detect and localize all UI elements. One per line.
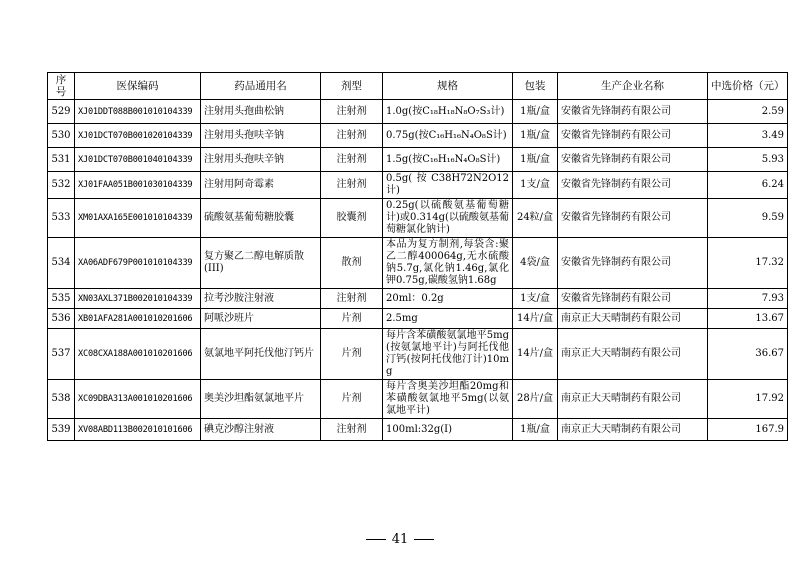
cell-name: 注射用头孢呋辛钠 xyxy=(201,124,321,148)
cell-form: 注射剂 xyxy=(321,419,383,441)
cell-spec: 本品为复方制剂,每袋含:聚乙二醇400064g,无水硫酸钠5.7g,氯化钠1.46g,氯化钾0.75g,碳酸氢钠1.68g xyxy=(383,238,513,289)
cell-form: 注射剂 xyxy=(321,289,383,309)
cell-no: 532 xyxy=(48,172,75,199)
table-header-row xyxy=(48,73,788,100)
cell-no: 534 xyxy=(48,238,75,289)
table-row xyxy=(48,199,788,238)
cell-code: XJ01FAA051B001030104339 xyxy=(75,172,201,199)
footer-dash-right xyxy=(414,539,434,540)
table-row xyxy=(48,172,788,199)
table-row xyxy=(48,238,788,289)
cell-spec: 1.0g(按C₁₈H₁₈N₈O₇S₃计) xyxy=(383,100,513,124)
table-body xyxy=(48,100,788,441)
cell-no: 533 xyxy=(48,199,75,238)
cell-no: 537 xyxy=(48,329,75,380)
cell-spec: 100ml:32g(Ⅰ) xyxy=(383,419,513,441)
cell-pack: 4袋/盒 xyxy=(513,238,558,289)
table-row xyxy=(48,309,788,329)
cell-price: 17.92 xyxy=(708,380,788,419)
cell-price: 167.9 xyxy=(708,419,788,441)
header-no: 序号 xyxy=(48,73,75,100)
header-code: 医保编码 xyxy=(75,73,201,100)
header-price: 中选价格（元） xyxy=(708,73,788,100)
cell-form: 片剂 xyxy=(321,309,383,329)
cell-pack: 1瓶/盒 xyxy=(513,148,558,172)
cell-form: 注射剂 xyxy=(321,148,383,172)
cell-no: 531 xyxy=(48,148,75,172)
cell-form: 注射剂 xyxy=(321,124,383,148)
cell-code: XJ01DCT070B001040104339 xyxy=(75,148,201,172)
page-footer xyxy=(0,532,800,547)
cell-spec: 每片含奥美沙坦酯20mg和苯磺酸氨氯地平5mg(以氨氯地平计) xyxy=(383,380,513,419)
table-row xyxy=(48,100,788,124)
cell-price: 5.93 xyxy=(708,148,788,172)
cell-price: 17.32 xyxy=(708,238,788,289)
table-row xyxy=(48,124,788,148)
cell-no: 530 xyxy=(48,124,75,148)
cell-name: 注射用头孢呋辛钠 xyxy=(201,148,321,172)
cell-code: XM01AXA165E001010104339 xyxy=(75,199,201,238)
cell-spec: 每片含苯磺酸氨氯地平5mg(按氨氯地平计)与阿托伐他汀钙(按阿托伐他汀计)10mg xyxy=(383,329,513,380)
cell-pack: 1瓶/盒 xyxy=(513,100,558,124)
cell-maker: 安徽省先锋制药有限公司 xyxy=(558,172,708,199)
cell-code: XA06ADF679P001010104339 xyxy=(75,238,201,289)
cell-form: 散剂 xyxy=(321,238,383,289)
cell-spec: 20ml：0.2g xyxy=(383,289,513,309)
cell-name: 奥美沙坦酯氨氯地平片 xyxy=(201,380,321,419)
cell-name: 阿哌沙班片 xyxy=(201,309,321,329)
cell-pack: 1瓶/盒 xyxy=(513,419,558,441)
cell-price: 3.49 xyxy=(708,124,788,148)
cell-name: 注射用阿奇霉素 xyxy=(201,172,321,199)
table-row xyxy=(48,329,788,380)
cell-price: 7.93 xyxy=(708,289,788,309)
header-name: 药品通用名 xyxy=(201,73,321,100)
header-maker: 生产企业名称 xyxy=(558,73,708,100)
header-spec: 规格 xyxy=(383,73,513,100)
table-row xyxy=(48,419,788,441)
cell-code: XJ01DDT088B001010104339 xyxy=(75,100,201,124)
cell-maker: 安徽省先锋制药有限公司 xyxy=(558,238,708,289)
cell-maker: 南京正大天晴制药有限公司 xyxy=(558,419,708,441)
cell-pack: 1支/盒 xyxy=(513,289,558,309)
cell-price: 36.67 xyxy=(708,329,788,380)
table-row xyxy=(48,148,788,172)
table-row xyxy=(48,289,788,309)
cell-name: 拉考沙胺注射液 xyxy=(201,289,321,309)
cell-form: 片剂 xyxy=(321,329,383,380)
cell-spec: 0.5g(按C38H72N2O12计) xyxy=(383,172,513,199)
cell-maker: 安徽省先锋制药有限公司 xyxy=(558,148,708,172)
cell-code: XB01AFA281A001010201606 xyxy=(75,309,201,329)
cell-name: 碘克沙醇注射液 xyxy=(201,419,321,441)
drug-price-table xyxy=(47,72,788,441)
cell-no: 539 xyxy=(48,419,75,441)
cell-form: 注射剂 xyxy=(321,100,383,124)
cell-code: XV08ABD113B002010101606 xyxy=(75,419,201,441)
cell-pack: 24粒/盒 xyxy=(513,199,558,238)
header-pack: 包装 xyxy=(513,73,558,100)
header-form: 剂型 xyxy=(321,73,383,100)
cell-maker: 南京正大天晴制药有限公司 xyxy=(558,380,708,419)
cell-pack: 28片/盒 xyxy=(513,380,558,419)
cell-no: 538 xyxy=(48,380,75,419)
cell-code: XC08CXA188A001010201606 xyxy=(75,329,201,380)
cell-price: 13.67 xyxy=(708,309,788,329)
cell-maker: 安徽省先锋制药有限公司 xyxy=(558,289,708,309)
cell-maker: 南京正大天晴制药有限公司 xyxy=(558,309,708,329)
cell-code: XC09DBA313A001010201606 xyxy=(75,380,201,419)
table-row xyxy=(48,380,788,419)
cell-no: 529 xyxy=(48,100,75,124)
cell-name: 氨氯地平阿托伐他汀钙片 xyxy=(201,329,321,380)
cell-name: 注射用头孢曲松钠 xyxy=(201,100,321,124)
cell-form: 片剂 xyxy=(321,380,383,419)
cell-pack: 1瓶/盒 xyxy=(513,124,558,148)
footer-dash-left xyxy=(366,539,386,540)
drug-table-sheet xyxy=(47,72,788,441)
cell-spec: 0.25g(以硫酸氨基葡萄糖计)或0.314g(以硫酸氨基葡萄糖氯化钠计) xyxy=(383,199,513,238)
cell-spec: 1.5g(按C₁₆H₁₆N₄O₈S计) xyxy=(383,148,513,172)
cell-pack: 1支/盒 xyxy=(513,172,558,199)
cell-form: 胶囊剂 xyxy=(321,199,383,238)
cell-price: 6.24 xyxy=(708,172,788,199)
cell-pack: 14片/盒 xyxy=(513,309,558,329)
cell-code: XJ01DCT070B001020104339 xyxy=(75,124,201,148)
cell-maker: 安徽省先锋制药有限公司 xyxy=(558,199,708,238)
cell-name: 复方聚乙二醇电解质散(III) xyxy=(201,238,321,289)
cell-spec: 0.75g(按C₁₆H₁₆N₄O₈S计) xyxy=(383,124,513,148)
cell-form: 注射剂 xyxy=(321,172,383,199)
page-number: 41 xyxy=(391,532,409,547)
cell-price: 2.59 xyxy=(708,100,788,124)
cell-no: 535 xyxy=(48,289,75,309)
cell-code: XN03AXL371B002010104339 xyxy=(75,289,201,309)
cell-maker: 南京正大天晴制药有限公司 xyxy=(558,329,708,380)
cell-maker: 安徽省先锋制药有限公司 xyxy=(558,100,708,124)
cell-pack: 14片/盒 xyxy=(513,329,558,380)
cell-price: 9.59 xyxy=(708,199,788,238)
cell-maker: 安徽省先锋制药有限公司 xyxy=(558,124,708,148)
cell-spec: 2.5mg xyxy=(383,309,513,329)
cell-no: 536 xyxy=(48,309,75,329)
cell-name: 硫酸氨基葡萄糖胶囊 xyxy=(201,199,321,238)
